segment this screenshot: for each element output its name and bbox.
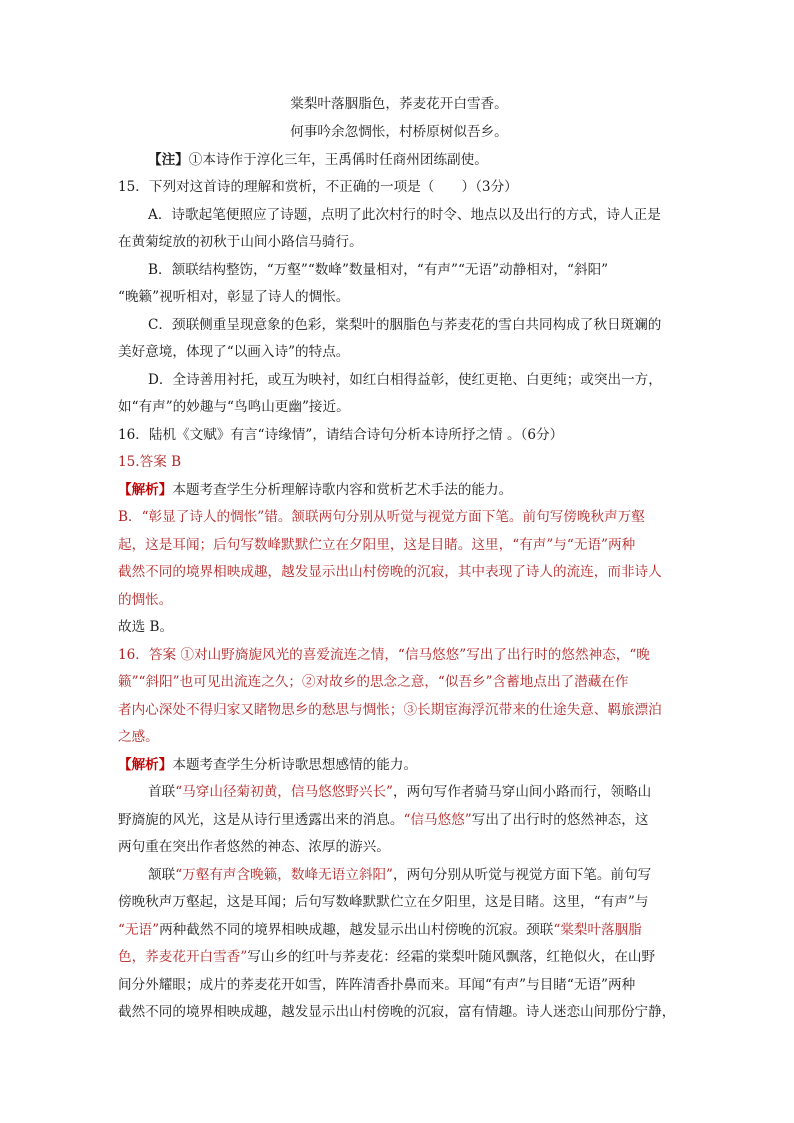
q15-option-b-line-1: B．颔联结构整饬，“万壑”“数峰”数量相对，“有声”“无语”动静相对，“斜阳” (148, 262, 609, 278)
p2-lead: 颔联 (148, 867, 176, 883)
analysis-15-conclusion: 故选 B。 (118, 619, 174, 635)
q15-option-d-line-2: 如“有声”的妙趣与“鸟鸣山更幽”接近。 (118, 399, 350, 415)
p1-line2-quote: “信马悠悠” (403, 812, 472, 828)
q15-option-d-line-1: D．全诗善用衬托，或互为映衬，如红白相得益彰，使红更艳、白更纯；或突出一方， (148, 372, 662, 388)
poem-line-2: 何事吟余忽惆怅，村桥原树似吾乡。 (290, 124, 508, 140)
answer-15: 15.答案 B (118, 454, 182, 470)
answer-16-line-2: 籁”“斜阳”也可见出流连之久；②对故乡的思念之意，“似吾乡”含蓄地点出了潜藏在作 (118, 674, 629, 690)
p1-line2-tail: 写出了出行时的悠然神态，这 (471, 812, 649, 828)
answer-16-quote: “信马悠悠” (397, 647, 467, 663)
analysis-16-p2-line-3 (118, 921, 680, 939)
q15-stem: 15．下列对这首诗的理解和赏析，不正确的一项是（ ）（3分） (118, 179, 518, 195)
answer-16-line-3: 者内心深处不得归家又睹物思乡的愁思与惆怅；③长期宦海浮沉带来的仕途失意、羁旅漂泊 (118, 702, 662, 718)
poem-note (148, 151, 710, 169)
analysis-16-intro (118, 756, 680, 774)
poem-line-1: 棠梨叶落胭脂色，荞麦花开白雪香。 (290, 96, 508, 112)
analysis-15-tag: 【解析】 (118, 482, 173, 498)
analysis-15-line-2: 起，这是耳闻；后句写数峰默默伫立在夕阳里，这是目睹。这里，“有声”与“无语”两种 (118, 537, 636, 553)
analysis-16-tag: 【解析】 (118, 757, 173, 773)
answer-16-part-1: ①对山野旖旎风光的喜爱流连之情， (180, 647, 398, 663)
analysis-16-p2-line-1 (148, 866, 680, 884)
q16-stem: 16．陆机《文赋》有言“诗缘情”，请结合诗句分析本诗所抒之情 。（6分） (118, 427, 564, 443)
p1-quote: “马穿山径菊初黄，信马悠悠野兴长” (175, 784, 393, 800)
answer-16-tail: 写出了出行时的悠然神态，“晚 (466, 647, 650, 663)
p2-line3-text: 两种截然不同的境界相映成趣，越发显示出山村傍晚的沉寂。颈联 (159, 922, 554, 938)
p2-quote: “万壑有声含晚籁，数峰无语立斜阳” (175, 867, 393, 883)
p2-line3-quote: “无语” (118, 922, 160, 938)
p2-line3-quote-2: “棠梨叶落胭脂 (553, 922, 642, 938)
p1-text: ，两句写作者骑马穿山间小路而行，领略山 (393, 784, 652, 800)
analysis-16-p1-line-3: 两句重在突出作者悠然的神态、浓厚的游兴。 (118, 839, 390, 855)
note-text: ①本诗作于淳化三年，王禹偁时任商州团练副使。 (188, 152, 488, 168)
analysis-16-p1-line-2 (118, 811, 680, 829)
answer-16-label: 16．答案 (118, 647, 177, 663)
answer-16-line-4: 之感。 (118, 729, 159, 745)
analysis-15-line-4: 的惆怅。 (118, 592, 173, 608)
analysis-16-p1-line-1 (148, 783, 680, 801)
analysis-15-line-3: 截然不同的境界相映成趣，越发显示出山村傍晚的沉寂，其中表现了诗人的流连，而非诗人 (118, 564, 662, 580)
q15-option-c-line-2: 美好意境，体现了“以画入诗”的特点。 (118, 344, 350, 360)
p1-line2-text: 野旖旎的风光，这是从诗行里透露出来的消息。 (118, 812, 404, 828)
analysis-16-p2-line-5: 间分外耀眼；成片的荞麦花开如雪，阵阵清香扑鼻而来。耳闻“有声”与目睹“无语”两种 (118, 977, 636, 993)
p2-text: ，两句分别从听觉与视觉方面下笔。前句写 (393, 867, 652, 883)
answer-16-line-1 (118, 646, 680, 664)
analysis-15-intro-text: 本题考查学生分析理解诗歌内容和赏析艺术手法的能力。 (172, 482, 513, 498)
analysis-15-intro (118, 481, 680, 499)
analysis-16-p2-line-2: 傍晚秋声万壑起，这是耳闻；后句写数峰默默伫立在夕阳里，这是目睹。这里，“有声”与 (118, 894, 649, 910)
analysis-16-p2-line-6: 截然不同的境界相映成趣，越发显示出山村傍晚的沉寂，富有情趣。诗人迷恋山间那份宁静， (118, 1004, 676, 1020)
q15-option-a-line-2: 在黄菊绽放的初秋于山间小路信马骑行。 (118, 234, 363, 250)
p2-line4-text: 写山乡的红叶与荞麦花：经霜的棠梨叶随风飘落，红艳似火，在山野 (247, 949, 656, 965)
note-bracket: 【注】 (148, 152, 189, 168)
q15-option-b-line-2: “晚籁”视听相对，彰显了诗人的惆怅。 (118, 289, 350, 305)
analysis-15-line-1: B．“彰显了诗人的惆怅”错。颔联两句分别从听觉与视觉方面下笔。前句写傍晚秋声万壑 (118, 509, 645, 525)
q15-option-c-line-1: C．颈联侧重呈现意象的色彩，棠梨叶的胭脂色与荞麦花的雪白共同构成了秋日斑斓的 (148, 317, 662, 333)
analysis-16-intro-text: 本题考查学生分析诗歌思想感情的能力。 (172, 757, 418, 773)
q15-option-a-line-1: A．诗歌起笔便照应了诗题，点明了此次村行的时令、地点以及出行的方式，诗人正是 (148, 207, 661, 223)
p1-lead: 首联 (148, 784, 176, 800)
p2-line4-quote: 色，荞麦花开白雪香” (118, 949, 248, 965)
analysis-16-p2-line-4 (118, 948, 680, 966)
